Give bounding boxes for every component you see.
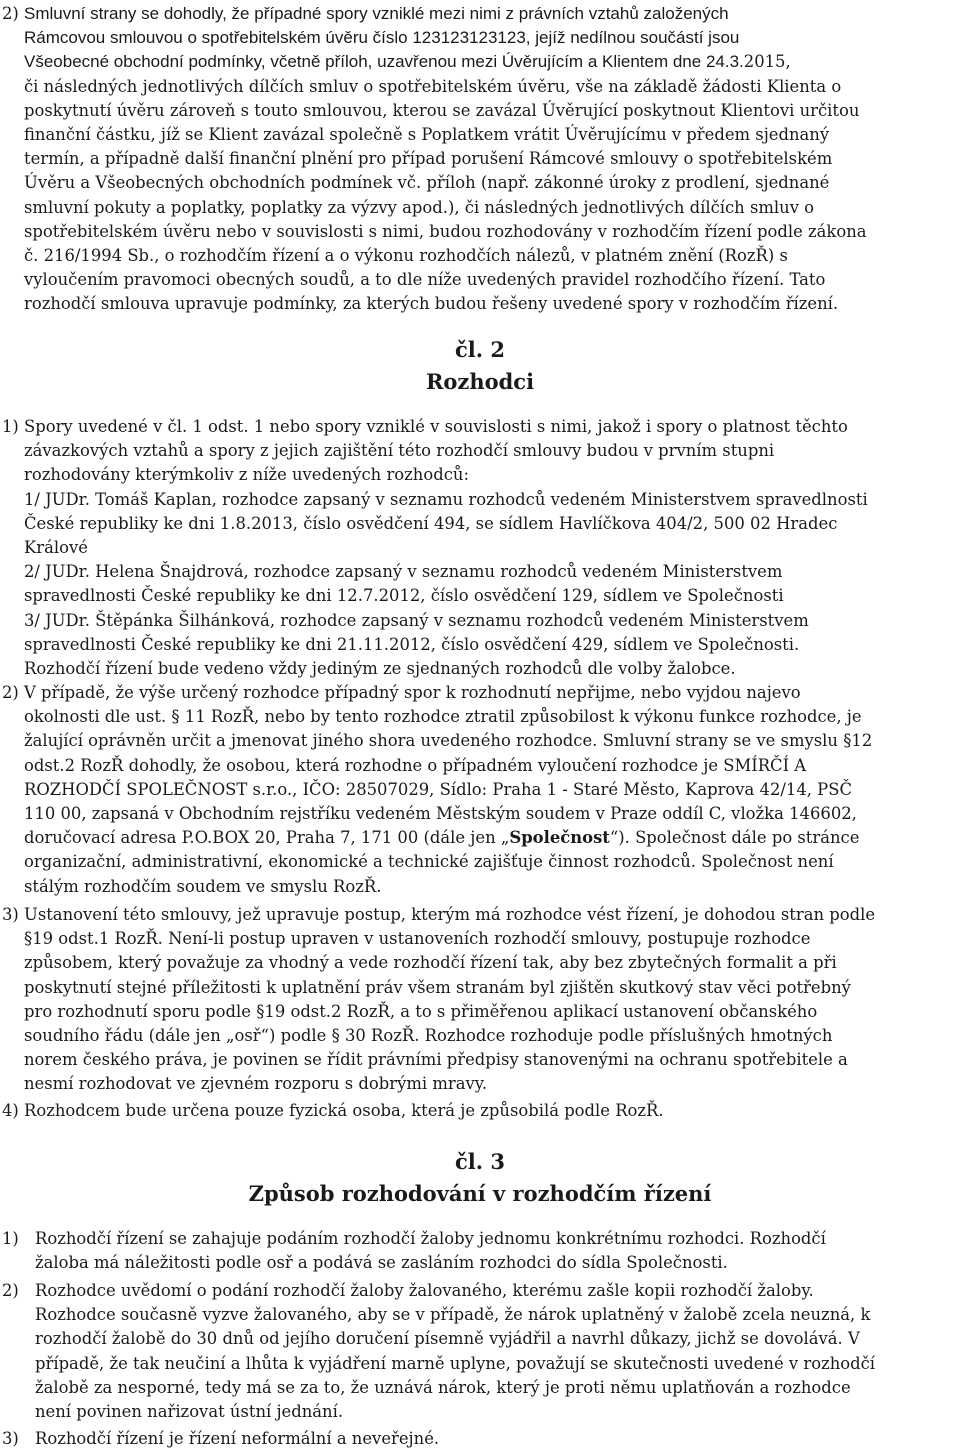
paragraph-line — [24, 50, 867, 74]
paragraph-line: žalobě za nesporné, tedy má se za to, že uznává nárok, který je proti němu uplatňován a rozhodce — [35, 1377, 851, 1397]
paragraph-line: Rozhodce současně vyzve žalovaného, aby se v případě, že nárok uplatněný v žalobě zcela neuzná, k — [35, 1305, 871, 1325]
paragraph-line: 3/ JUDr. Štěpánka Šilhánková, rozhodce zapsaný v seznamu rozhodců vedeném Ministerstvem — [24, 610, 809, 630]
paragraph-number: 3) — [2, 1429, 19, 1448]
paragraph-line: poskytnutí stejné příležitosti k uplatnění práv všem stranám byl zjištěn skutkový stav věci potřebný — [24, 977, 851, 997]
paragraph-line: norem českého práva, je povinen se řídit právními předpisy stanovenými na ochranu spotřebitele a — [24, 1050, 848, 1070]
paragraph-line: okolnosti dle ust. § 11 RozŘ, nebo by tento rozhodce ztratil způsobilost k výkonu funkce rozhodce, je — [24, 707, 862, 727]
paragraph-line: Spory uvedené v čl. 1 odst. 1 nebo spory vzniklé v souvislosti s nimi, jakož i spory o platnost těchto — [24, 417, 848, 436]
paragraph-number: 2) — [2, 683, 19, 702]
paragraph-line: 2/ JUDr. Helena Šnajdrová, rozhodce zapsaný v seznamu rozhodců vedeném Ministerstvem — [24, 562, 783, 582]
paragraph-line: pro rozhodnutí sporu podle §19 odst.2 RozŘ, a to s přiměřenou aplikací ustanovení občanského — [24, 1001, 818, 1021]
paragraph-line: organizační, administrativní, ekonomické a technické zajišťuje činnost rozhodců. Společnost není — [24, 852, 834, 872]
paragraph-line-part: Všeobecné obchodní podmínky, včetně příloh, uzavřenou mezi Úvěrujícím a Klientem dne 24.3. — [24, 52, 744, 72]
paragraph-line-part: “). Společnost dále po stránce — [609, 828, 860, 848]
paragraph-line: závazkových vztahů a spory z jejich zajištění této rozhodčí smlouvy budou v prvním stupni — [24, 441, 775, 461]
article-title: Rozhodci — [425, 369, 535, 394]
paragraph-line: způsobem, který považuje za vhodný a vede rozhodčí řízení tak, aby bez zbytečných formalit a při — [24, 953, 837, 973]
article-2-heading — [0, 334, 960, 398]
paragraph-line: vyloučením pravomoci obecných soudů, a to dle níže uvedených pravidel rozhodčího řízení. Tato — [24, 270, 826, 290]
paragraph-line-part: doručovací adresa P.O.BOX 20, Praha 7, 171 00 (dále jen „ — [24, 828, 510, 848]
paragraph-line: soudního řádu (dále jen „osř“) podle § 30 RozŘ. Rozhodce rozhoduje podle příslušných hmotných — [24, 1026, 833, 1046]
paragraph-line: žalující oprávněn určit a jmenovat jiného shora uvedeného rozhodce. Smluvní strany se ve smyslu §12 — [24, 731, 873, 751]
paragraph-line: Rozhodčí řízení je řízení neformální a neveřejné. — [35, 1429, 440, 1448]
paragraph-line: není povinen nařizovat ústní jednání. — [35, 1402, 344, 1422]
paragraph-line: rozhodčí smlouva upravuje podmínky, za kterých budou řešeny uvedené spory v rozhodčím řízení. — [24, 294, 839, 314]
paragraph-line: rozhodčí žalobě do 30 dnů od jejího doručení písemně vyjádřil a navrhl důkazy, jichž se dovolává. V — [35, 1329, 860, 1349]
paragraph-number: 1) — [2, 1229, 19, 1248]
paragraph-line: Ustanovení této smlouvy, jež upravuje postup, kterým má rozhodce vést řízení, je dohodou stran podle — [24, 905, 876, 924]
paragraph-line: Králové — [24, 538, 88, 558]
paragraph-line: finanční částku, jíž se Klient zavázal společně s Poplatkem vrátit Úvěrujícímu v předem sjednaný — [24, 125, 830, 145]
paragraph-number: 2) — [2, 4, 19, 23]
paragraph-line: odst.2 RozŘ dohodly, že osobou, která rozhodne o případném vyloučení rozhodce je SMÍRČÍ A — [24, 755, 807, 775]
paragraph-number: 3) — [2, 905, 19, 924]
paragraph-line: žaloba má náležitosti podle osř a podává se zasláním rozhodci do sídla Společnosti. — [35, 1253, 728, 1273]
paragraph-line: V případě, že výše určený rozhodce případný spor k rozhodnutí nepřijme, nebo vyjdou najevo — [24, 683, 801, 702]
paragraph-line: 110 00, zapsaná v Obchodním rejstříku vedeném Městským soudem v Praze oddíl C, vložka 146602, — [24, 804, 857, 824]
paragraph-line: poskytnutí úvěru zároveň s touto smlouvou, kterou se zavázal Úvěrující poskytnout Klientovi určitou — [24, 100, 860, 120]
paragraph-number: 1) — [2, 417, 19, 436]
paragraph-line: §19 odst.1 RozŘ. Není-li postup upraven v ustanoveních rozhodčí smlouvy, postupuje rozhodce — [24, 929, 811, 949]
paragraph-line: Rozhodcem bude určena pouze fyzická osoba, která je způsobilá podle RozŘ. — [24, 1101, 664, 1120]
defined-term-spolecnost: Společnost — [509, 828, 610, 848]
paragraph-line: termín, a případně další finanční plnění pro případ porušení Rámcové smlouvy o spotřebitelském — [24, 149, 833, 169]
paragraph-line-part: 2015, — [743, 52, 791, 72]
article-3-heading — [0, 1146, 960, 1210]
paragraph-line: spravedlnosti České republiky ke dni 12.7.2012, číslo osvědčení 129, sídlem ve Společnosti — [24, 586, 784, 606]
paragraph-line: stálým rozhodčím soudem ve smyslu RozŘ. — [24, 876, 382, 896]
paragraph-number: 2) — [2, 1281, 19, 1300]
paragraph-line — [24, 826, 872, 850]
article-title: Způsob rozhodování v rozhodčím řízení — [248, 1181, 712, 1206]
paragraph-line: případě, že tak neučiní a lhůta k vyjádření marně uplyne, považují se skutečnosti uvedené v rozhodčí — [35, 1353, 876, 1373]
paragraph-line: České republiky ke dni 1.8.2013, číslo osvědčení 494, se sídlem Havlíčkova 404/2, 500 02 Hradec — [24, 513, 838, 533]
paragraph-line: nesmí rozhodovat ve zjevném rozporu s dobrými mravy. — [24, 1074, 488, 1094]
paragraph-line: smluvní pokuty a poplatky, poplatky za výzvy apod.), či následných jednotlivých dílčích smluv o — [24, 197, 815, 217]
paragraph-line: Rozhodčí řízení se zahajuje podáním rozhodčí žaloby jednomu konkrétnímu rozhodci. Rozhodčí — [35, 1229, 826, 1248]
paragraph-line: spravedlnosti České republiky ke dni 21.11.2012, číslo osvědčení 429, sídlem ve Společnosti. — [24, 634, 800, 654]
paragraph-line: Smluvní strany se dohodly, že případné spory vzniklé mezi nimi z právních vztahů založených — [24, 4, 729, 23]
paragraph-line: spotřebitelském úvěru nebo v souvislosti s nimi, budou rozhodovány v rozhodčím řízení podle zákona — [24, 221, 867, 241]
paragraph-number: 4) — [2, 1101, 19, 1120]
paragraph-line: 1/ JUDr. Tomáš Kaplan, rozhodce zapsaný v seznamu rozhodců vedeném Ministerstvem spravedlnosti — [24, 489, 868, 509]
paragraph-line: rozhodovány kterýmkoliv z níže uvedených rozhodců: — [24, 465, 469, 485]
paragraph-line: Rámcovou smlouvou o spotřebitelském úvěru číslo 123123123123, jejíž nedílnou součástí jsou — [24, 28, 740, 48]
paragraph-line: ROZHODČÍ SPOLEČNOST s.r.o., IČO: 28507029, Sídlo: Praha 1 - Staré Město, Kaprova 42/14, PSČ — [24, 779, 852, 799]
article-number: čl. 2 — [455, 337, 505, 362]
paragraph-line: či následných jednotlivých dílčích smluv o spotřebitelském úvěru, vše na základě žádosti Klienta o — [24, 76, 842, 96]
paragraph-line: Rozhodčí řízení bude vedeno vždy jediným ze sjednaných rozhodců dle volby žalobce. — [24, 659, 736, 679]
paragraph-line: č. 216/1994 Sb., o rozhodčím řízení a o výkonu rozhodčích nálezů, v platném znění (RozŘ) s — [24, 246, 788, 266]
paragraph-line: Úvěru a Všeobecných obchodních podmínek vč. příloh (např. zákonné úroky z prodlení, sjednané — [24, 173, 830, 193]
article-number: čl. 3 — [455, 1149, 505, 1174]
paragraph-line: Rozhodce uvědomí o podání rozhodčí žaloby žalovaného, kterému zašle kopii rozhodčí žaloby. — [35, 1281, 814, 1300]
